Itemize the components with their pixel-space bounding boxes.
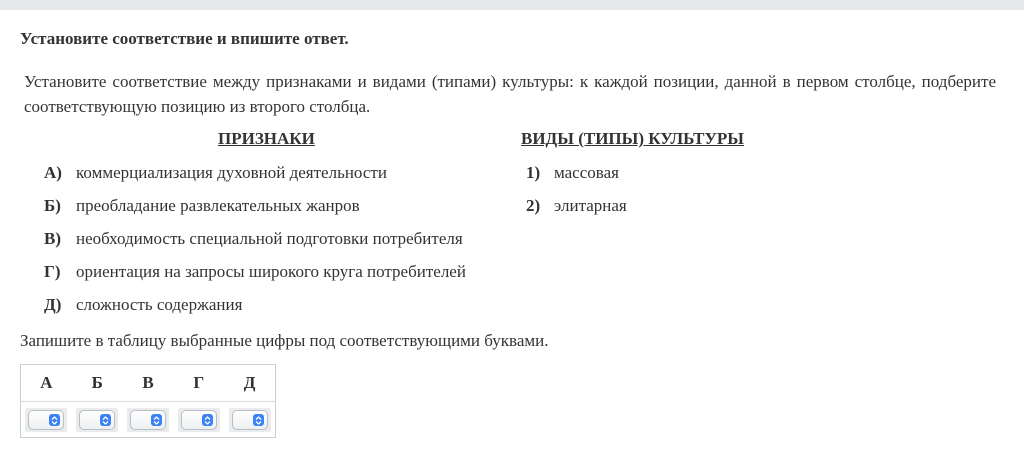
type-text: элитарная <box>554 196 627 215</box>
chevron-up-down-icon <box>202 414 213 426</box>
feature-letter: Д) <box>44 295 62 314</box>
feature-text: необходимость специальной подготовки потребителя <box>76 229 463 248</box>
answer-select-wrap <box>25 408 67 432</box>
feature-item <box>44 262 466 295</box>
feature-text: ориентация на запросы широкого круга потребителей <box>76 262 466 281</box>
answer-select-g[interactable] <box>181 410 217 430</box>
feature-text: сложность содержания <box>76 295 243 314</box>
answer-table-header-row <box>21 365 275 400</box>
answer-select-wrap <box>178 408 220 432</box>
top-strip <box>0 0 1024 10</box>
chevron-up-down-icon <box>151 414 162 426</box>
feature-text: коммерциализация духовной деятельности <box>76 163 387 182</box>
answer-select-wrap <box>76 408 118 432</box>
feature-item <box>44 196 466 229</box>
answer-cell-b <box>72 402 123 438</box>
answer-header-a: А <box>40 372 53 392</box>
answer-table-select-row <box>21 401 275 438</box>
type-item <box>526 196 627 229</box>
features-list <box>44 163 466 328</box>
answer-cell-d <box>224 402 275 438</box>
feature-item <box>44 295 466 328</box>
types-column-title: ВИДЫ (ТИПЫ) КУЛЬТУРЫ <box>521 129 744 148</box>
feature-letter: В) <box>44 229 61 248</box>
type-text: массовая <box>554 163 619 182</box>
answer-select-d[interactable] <box>232 410 268 430</box>
answer-select-wrap <box>127 408 169 432</box>
answer-select-v[interactable] <box>130 410 166 430</box>
answer-header-d: Д <box>243 372 256 392</box>
features-column-title: ПРИЗНАКИ <box>218 129 315 148</box>
task-text: Установите соответствие между признаками и видами (типами) культуры: к каждой позиции, данной в первом столбце, подберите соответствующую позицию из второго столбца. <box>24 72 996 116</box>
types-list <box>526 163 627 229</box>
feature-letter: Б) <box>44 196 61 215</box>
task-header: Установите соответствие и впишите ответ. <box>20 29 349 48</box>
type-number: 2) <box>526 196 541 215</box>
feature-text: преобладание развлекательных жанров <box>76 196 360 215</box>
chevron-up-down-icon <box>253 414 264 426</box>
chevron-up-down-icon <box>100 414 111 426</box>
feature-letter: Г) <box>44 262 61 281</box>
feature-item <box>44 229 466 262</box>
type-number: 1) <box>526 163 541 182</box>
answer-table <box>20 364 276 438</box>
answer-header-b: Б <box>91 372 103 392</box>
answer-cell-v <box>123 402 174 438</box>
answer-select-a[interactable] <box>28 410 64 430</box>
answer-select-b[interactable] <box>79 410 115 430</box>
answer-header-v: В <box>142 372 154 392</box>
answer-instruction: Запишите в таблицу выбранные цифры под соответствующими буквами. <box>20 331 549 350</box>
type-item <box>526 163 627 196</box>
answer-header-g: Г <box>193 372 205 392</box>
answer-cell-g <box>173 402 224 438</box>
chevron-up-down-icon <box>49 414 60 426</box>
feature-letter: А) <box>44 163 62 182</box>
answer-cell-a <box>21 402 72 438</box>
feature-item <box>44 163 466 196</box>
answer-select-wrap <box>229 408 271 432</box>
